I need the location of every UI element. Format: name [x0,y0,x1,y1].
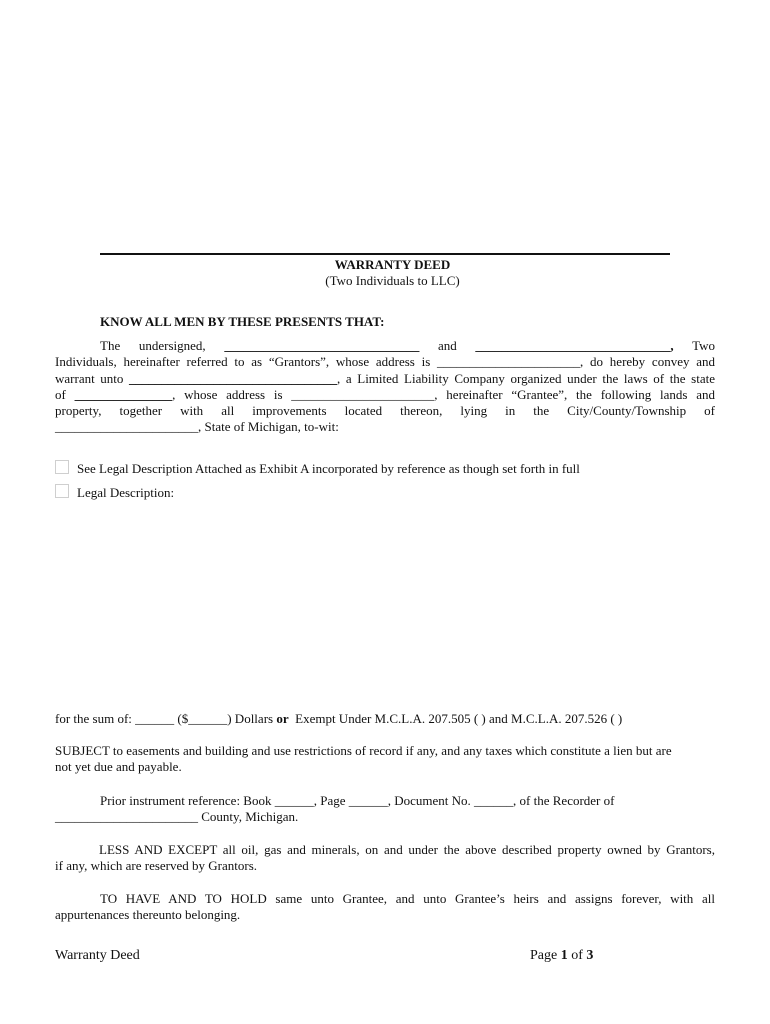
deed-title: WARRANTY DEED [334,257,451,272]
footer-doc-name: Warranty Deed [55,948,140,963]
prior-instrument-paragraph: Prior instrument reference: Book ______, Page ______, Document No. ______, of the Recorder of ______________________ County, Michigan. [55,793,615,825]
grantor-1-blank: ______________________________ [224,338,420,353]
para-line-5: property, together with all improvements located thereon, lying in the City/County/Township of [55,403,715,419]
para-line-3: warrant unto ________________________________, a Limited Liability Company organized under the laws of the state [55,370,716,386]
state-blank: _______________ [74,386,173,402]
less-and-except-paragraph: LESS AND EXCEPT all oil, gas and minerals, on and under the above described property owned by Grantors, if any, which are reserved by Grantors. [55,842,715,874]
para-line-6: ______________________, State of Michigan, to-wit: [55,419,339,435]
deed-subtitle: (Two Individuals to LLC) [325,273,460,288]
exhibit-a-label: See Legal Description Attached as Exhibit A incorporated by reference as though set forth in full [77,461,580,476]
legal-description-label: Legal Description: [77,485,175,500]
preamble-heading: KNOW ALL MEN BY THESE PRESENTS THAT: [100,314,385,329]
legal-description-checkbox[interactable] [55,484,69,498]
header-rule [100,253,670,255]
para-line-2: Individuals, hereinafter referred to as “Grantors”, whose address is ______________________, do hereby convey and [55,354,715,370]
grantor-2-blank: ______________________________, [475,338,674,353]
footer-page-number: Page 1 of 3 [530,948,594,963]
subject-paragraph: SUBJECT to easements and building and use restrictions of record if any, and any taxes which constitute a lien but are not yet due and payable. [55,743,672,775]
para-line-4: of _______________, whose address is ______________________, hereinafter “Grantee”, the following lands and [55,386,715,402]
para-line-1: The undersigned, ______________________________ and ______________________________, Two [100,338,715,353]
grantee-name-blank: ________________________________ [129,370,338,386]
habendum-paragraph: TO HAVE AND TO HOLD same unto Grantee, and unto Grantee’s heirs and assigns forever, with all appurtenances thereunto belonging. [55,891,715,923]
conveyance-paragraph [55,338,715,436]
exhibit-a-checkbox[interactable] [55,460,69,474]
consideration-line: for the sum of: ______ ($______) Dollars or Exempt Under M.C.L.A. 207.505 ( ) and M.C.L.A. 207.526 ( ) [55,711,623,726]
